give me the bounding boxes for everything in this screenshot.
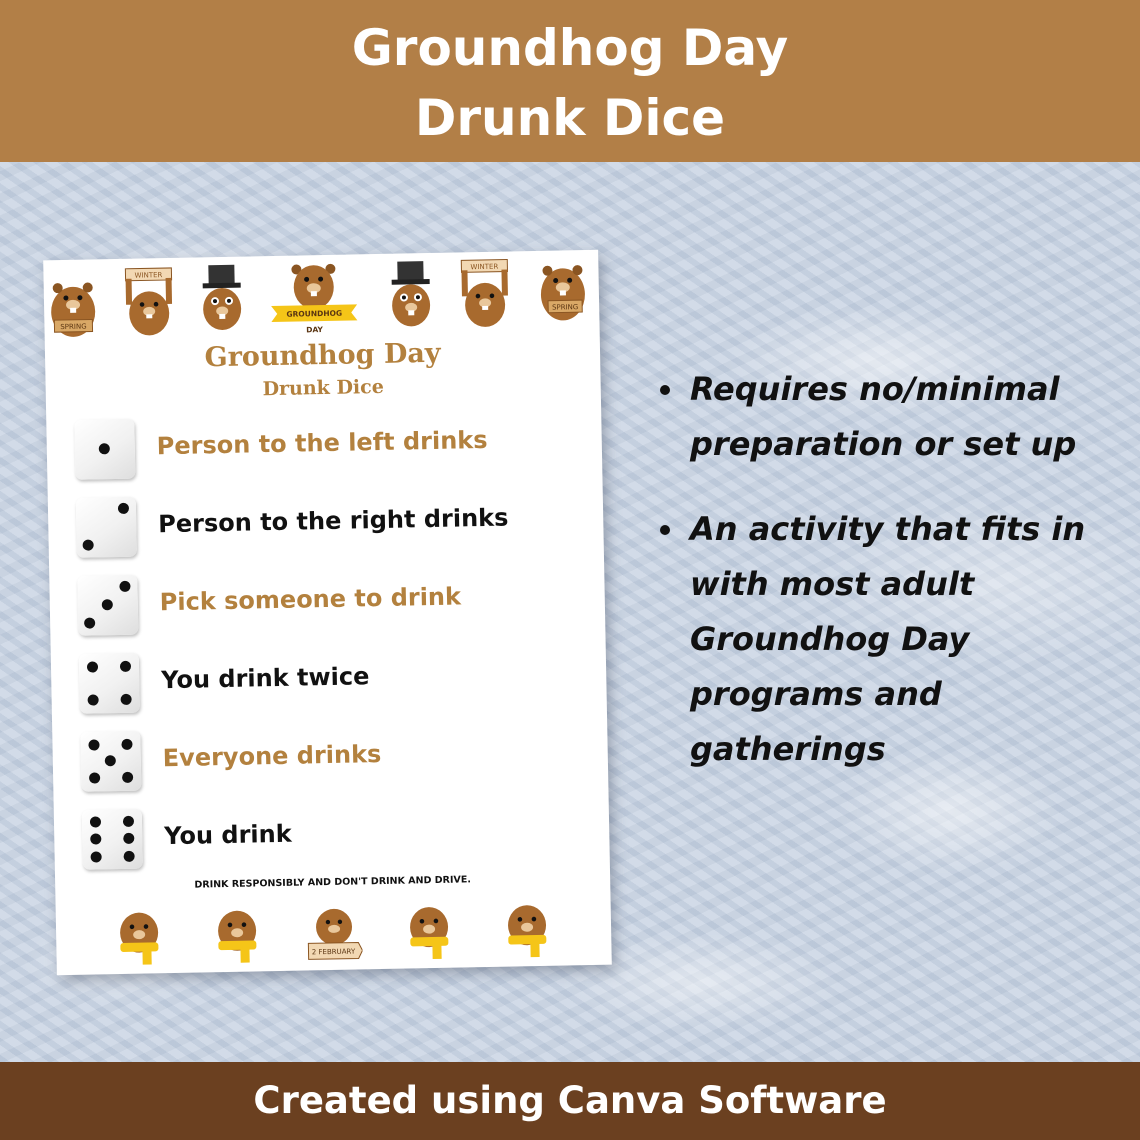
bullet-dot-icon	[660, 525, 670, 535]
header-banner	[0, 0, 1140, 162]
rule-text-6: You drink	[163, 819, 292, 851]
date-sign-text: 2 FEBRUARY	[311, 947, 356, 957]
rule-text-4: You drink twice	[161, 662, 370, 695]
rule-row-2	[76, 488, 597, 562]
banner-subtext: DAY	[306, 325, 324, 335]
header-title-line1: Groundhog Day	[351, 19, 789, 77]
rule-text-1: Person to the left drinks	[156, 425, 488, 461]
disclaimer: DRINK RESPONSIBLY AND DON'T DRINK AND DRIVE.	[194, 874, 472, 891]
groundhog-winter-icon	[121, 266, 176, 337]
groundhog-scarf-icon-3	[406, 903, 453, 962]
die-face-4-icon	[79, 653, 140, 714]
feature-bullets	[658, 362, 1098, 807]
die-face-3-icon	[77, 575, 138, 636]
die-face-2-icon	[76, 497, 137, 558]
sheet-title: Groundhog Day	[204, 337, 441, 374]
spring-sign-right: SPRING	[551, 303, 579, 312]
groundhog-scarf-icon	[116, 908, 163, 967]
die-face-1-icon	[74, 419, 135, 480]
groundhog-banner-icon	[268, 258, 360, 340]
groundhog-scarf-icon-2	[214, 906, 261, 965]
groundhog-spring-icon	[47, 271, 98, 338]
top-mascot-row	[43, 254, 599, 345]
die-face-6-icon	[82, 809, 143, 870]
groundhog-winter-icon-right	[457, 257, 512, 328]
header-title-line2: Drunk Dice	[414, 89, 726, 147]
rule-text-2: Person to the right drinks	[158, 503, 509, 539]
footer-banner	[0, 1062, 1140, 1140]
rule-text-5: Everyone drinks	[162, 739, 382, 773]
winter-sign-right: WINTER	[470, 262, 499, 272]
bullet-text-2: An activity that fits in with most adult Groundhog Day programs and gatherings	[690, 510, 1086, 768]
groundhog-spring-icon-right	[537, 256, 588, 323]
printable-sheet	[43, 250, 612, 976]
rule-row-4	[79, 644, 600, 718]
sheet-subtitle: Drunk Dice	[262, 375, 385, 401]
die-face-5-icon	[80, 731, 141, 792]
footer-text: Created using Canva Software	[253, 1079, 887, 1122]
bullet-item	[658, 362, 1098, 472]
bullet-item	[658, 502, 1098, 777]
rule-row-3	[77, 566, 598, 640]
winter-sign-left: WINTER	[134, 271, 163, 280]
spring-sign-left: SPRING	[60, 322, 87, 332]
groundhog-tophat-icon-right	[387, 259, 434, 328]
rule-row-5	[80, 722, 601, 796]
bottom-mascot-row	[56, 900, 612, 981]
rule-text-3: Pick someone to drink	[159, 582, 462, 617]
bullet-text-1: Requires no/minimal preparation or set up	[690, 370, 1077, 463]
groundhog-date-sign-icon	[306, 904, 363, 967]
rule-row-6	[82, 800, 603, 874]
banner-text: GROUNDHOG	[286, 308, 343, 319]
bullet-dot-icon	[660, 385, 670, 395]
rule-row-1	[74, 410, 595, 484]
groundhog-scarf-icon-4	[504, 901, 551, 960]
groundhog-tophat-icon	[198, 263, 245, 332]
